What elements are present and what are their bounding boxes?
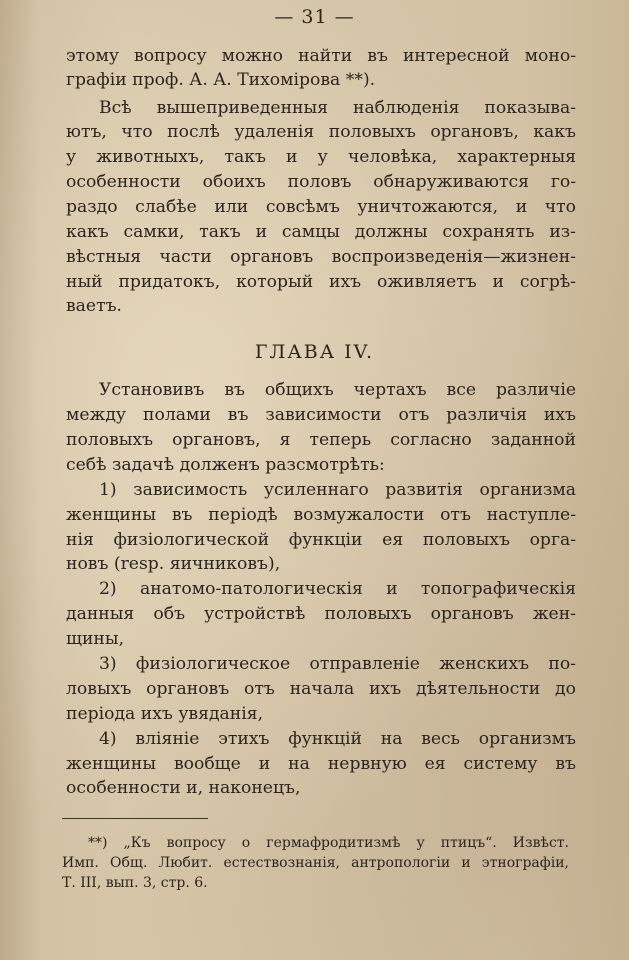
text-line: этому вопросу можно найти въ интересной моно- (66, 46, 576, 66)
text-line: ютъ, что послѣ удаленія половыхъ органовъ, какъ (66, 122, 576, 142)
text-line: щины, (66, 629, 125, 649)
text-line: 4) вліяніе этихъ функцій на весь организмъ (99, 729, 576, 749)
text-line: данныя объ устройствѣ половыхъ органовъ жен- (66, 604, 576, 624)
text-line: женщины въ періодѣ возмужалости отъ наступле- (66, 505, 576, 525)
text-line: себѣ задачѣ долженъ разсмотрѣть: (66, 455, 385, 475)
text-line: 3) физіологическое отправленіе женскихъ по- (99, 654, 576, 674)
text-line: ловыхъ органовъ отъ начала ихъ дѣятельности до (66, 679, 576, 699)
text-line: у животныхъ, такъ и у человѣка, характерныя (66, 147, 576, 167)
text-line: вѣстныя части органовъ воспроизведенія—жизнен- (66, 247, 576, 267)
text-line: 2) анатомо-патологическія и топографическія (99, 579, 576, 599)
text-line: нія физіологической функціи ея половыхъ орга- (66, 530, 576, 550)
footnote-line: Имп. Общ. Любит. естествознанія, антропологіи и этнографіи, (62, 855, 569, 871)
footnote-line: **) „Къ вопросу о гермафродитизмѣ у птицъ“. Извѣст. (88, 835, 569, 851)
text-line: между полами въ зависимости отъ различія ихъ (66, 405, 576, 425)
text-line: графіи проф. А. А. Тихомірова **). (66, 70, 376, 90)
text-line: особенности обоихъ половъ обнаруживаются го- (66, 172, 576, 192)
text-line: половыхъ органовъ, я теперь согласно заданной (66, 430, 576, 450)
text-line: ваетъ. (66, 296, 123, 316)
footnote-divider (62, 818, 208, 819)
footnote-line: Т. III, вып. 3, стр. 6. (62, 875, 208, 891)
text-line: особенности и, наконецъ, (66, 778, 301, 798)
text-line: новъ (resp. яичниковъ), (66, 554, 281, 574)
chapter-heading: ГЛАВА IV. (254, 341, 375, 363)
text-line: Всѣ вышеприведенныя наблюденія показыва- (99, 98, 576, 118)
page-number: — 31 — (274, 6, 355, 28)
text-line: Установивъ въ общихъ чертахъ все различіе (99, 380, 576, 400)
text-line: періода ихъ увяданія, (66, 704, 264, 724)
text-line: 1) зависимость усиленнаго развитія организма (99, 480, 576, 500)
text-line: женщины вообще и на нервную ея систему въ (66, 754, 576, 774)
text-line: ный придатокъ, который ихъ оживляетъ и согрѣ- (66, 272, 576, 292)
text-line: раздо слабѣе или совсѣмъ уничтожаются, и что (66, 197, 576, 217)
text-line: какъ самки, такъ и самцы должны сохранять из- (66, 222, 576, 242)
